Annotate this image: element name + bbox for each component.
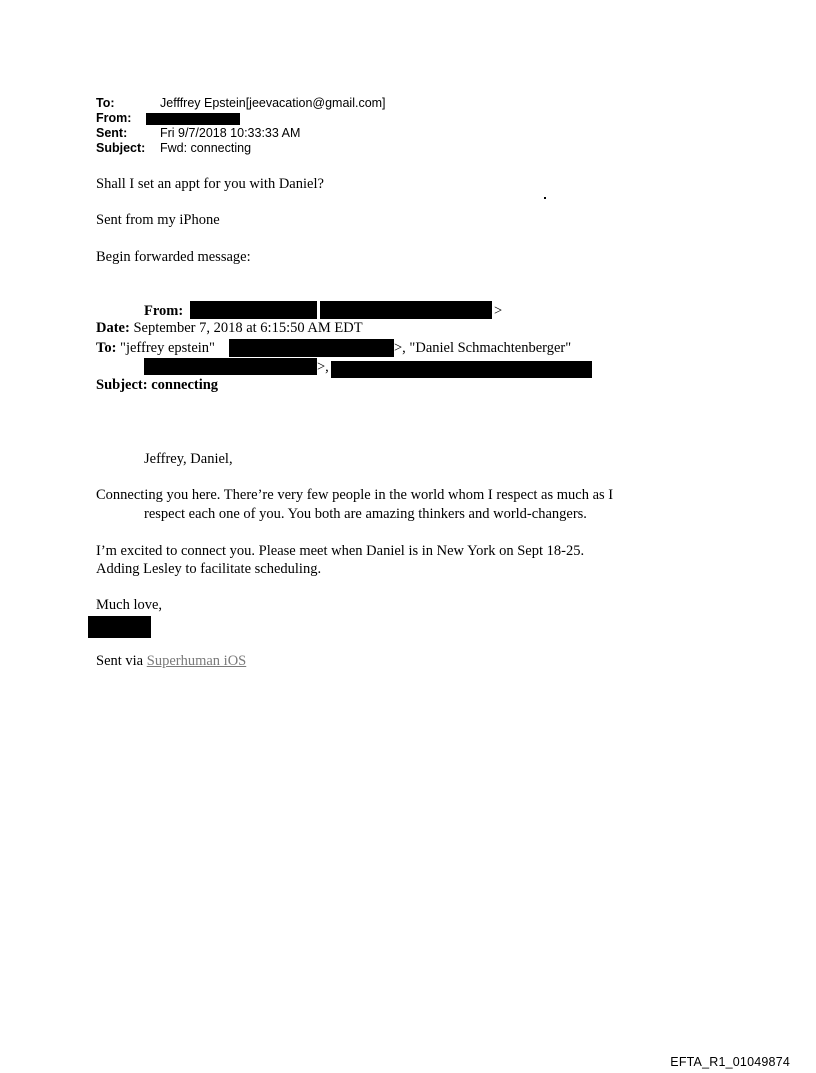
- header-to-row: [96, 96, 696, 111]
- fwd-to-name1: "jeffrey epstein": [120, 340, 215, 356]
- stray-dot: [544, 197, 546, 199]
- sent-via-row: [96, 653, 246, 670]
- fwd-subject-value: connecting: [151, 377, 219, 393]
- fwd-date-value: September 7, 2018 at 6:15:50 AM EDT: [133, 320, 363, 336]
- redaction-bar: [331, 361, 592, 378]
- redaction-bar: [88, 616, 151, 638]
- redaction-bar: [190, 301, 317, 319]
- redaction-bar: [144, 358, 317, 375]
- redaction-bar: [229, 339, 394, 357]
- message-para2-line2: Adding Lesley to facilitate scheduling.: [96, 561, 322, 577]
- fwd-subject-label: Subject:: [96, 377, 148, 393]
- fwd-from-gt: >: [494, 303, 503, 319]
- header-sent-value: Fri 9/7/2018 10:33:33 AM: [160, 126, 301, 140]
- fwd-to-sep: >, "Daniel Schmachtenberger": [394, 340, 572, 356]
- header-to-label: To:: [96, 96, 115, 110]
- fwd-to-row: [96, 340, 215, 357]
- fwd-to-label: To:: [96, 340, 117, 356]
- body-line-forwarded: Begin forwarded message:: [96, 249, 251, 265]
- header-from-label: From:: [96, 111, 132, 125]
- body-line-question: Shall I set an appt for you with Daniel?: [96, 176, 324, 192]
- body-line-iphone: Sent from my iPhone: [96, 212, 220, 228]
- fwd-to-sep2: >,: [317, 359, 329, 375]
- redaction-bar: [146, 113, 240, 125]
- fwd-subject-row: [96, 377, 218, 394]
- header-subject-value: Fwd: connecting: [160, 141, 252, 155]
- fwd-date-row: [96, 320, 363, 337]
- header-sent-row: [96, 126, 696, 141]
- message-closing: Much love,: [96, 597, 163, 613]
- redaction-bar: [320, 301, 492, 319]
- header-from-row: [96, 111, 696, 126]
- header-sent-label: Sent:: [96, 126, 128, 140]
- fwd-from-label: From:: [144, 303, 184, 319]
- message-greeting: Jeffrey, Daniel,: [144, 451, 233, 467]
- fwd-date-label: Date:: [96, 320, 130, 336]
- message-para1-line1: Connecting you here. There’re very few people in the world whom I respect as much as I: [96, 487, 614, 503]
- document-id: EFTA_R1_01049874: [670, 1055, 790, 1069]
- email-header: [96, 96, 696, 156]
- message-para2-line1: I’m excited to connect you. Please meet when Daniel is in New York on Sept 18-25.: [96, 543, 585, 559]
- superhuman-link[interactable]: Superhuman iOS: [146, 653, 247, 669]
- header-subject-label: Subject:: [96, 141, 146, 155]
- sent-via-prefix: Sent via: [96, 653, 144, 669]
- header-subject-row: [96, 141, 696, 156]
- message-para1-line2: respect each one of you. You both are amazing thinkers and world-changers.: [144, 506, 587, 522]
- header-to-value: Jefffrey Epstein[jeevacation@gmail.com]: [160, 96, 386, 110]
